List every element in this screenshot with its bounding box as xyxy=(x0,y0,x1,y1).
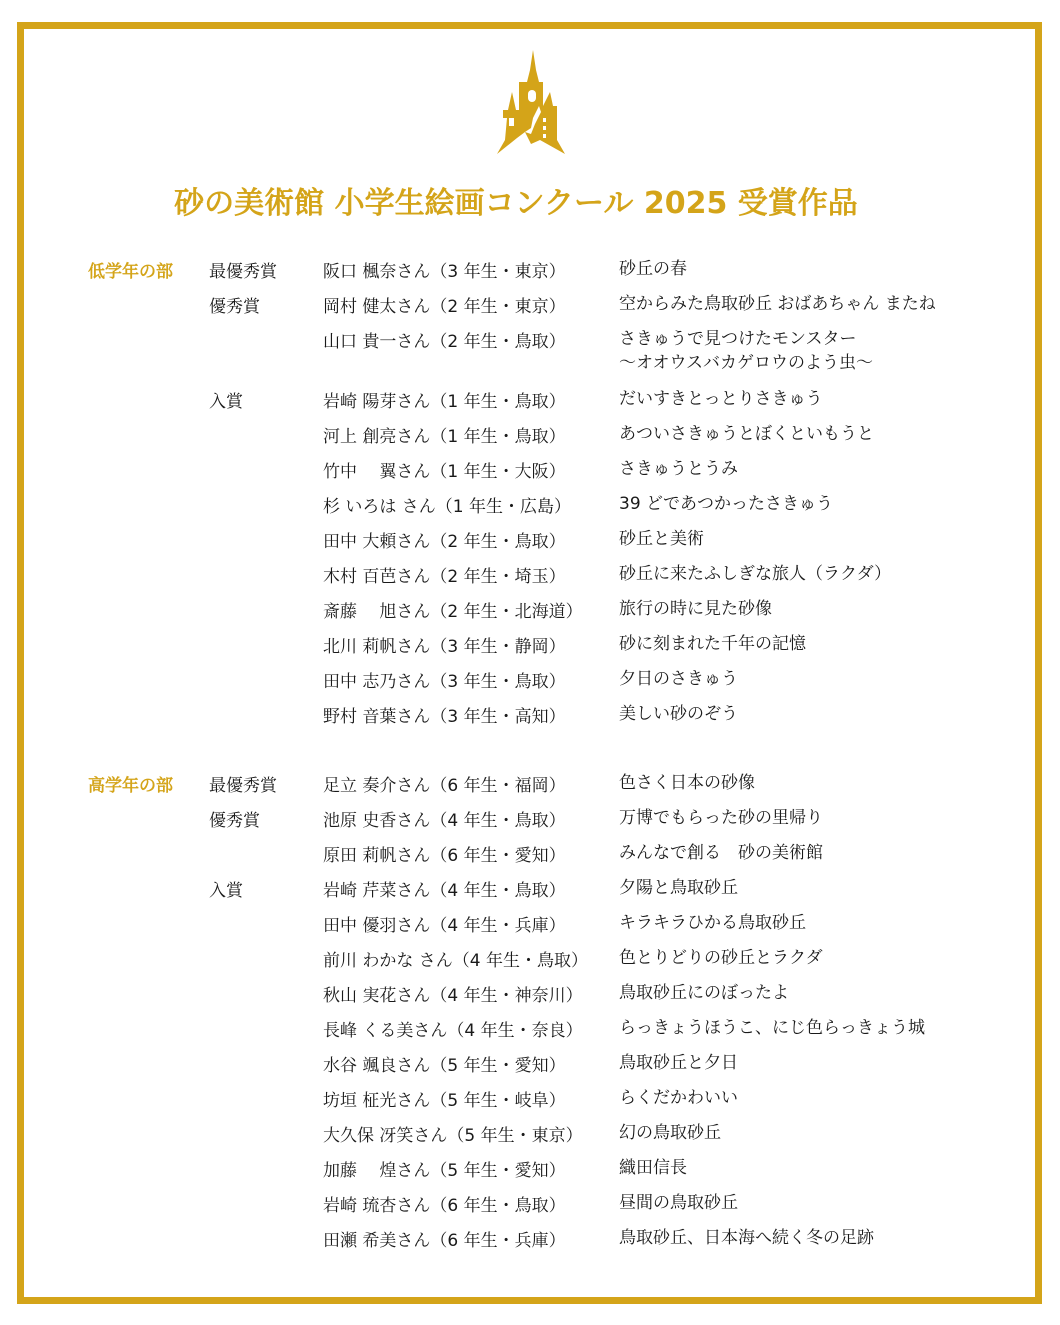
award-label: 優秀賞 xyxy=(209,297,260,317)
work-title: 砂丘に来たふしぎな旅人（ラクダ） xyxy=(619,564,892,584)
section-label: 高学年の部 xyxy=(88,776,173,796)
winner-name: 竹中 翼さん（1 年生・大阪） xyxy=(323,462,566,482)
table-row xyxy=(0,981,1060,1011)
table-row xyxy=(0,1086,1060,1116)
table-row xyxy=(0,702,1060,732)
work-title: 砂に刻まれた千年の記憶 xyxy=(619,634,806,654)
table-row xyxy=(0,1121,1060,1151)
work-title: 万博でもらった砂の里帰り xyxy=(619,808,823,828)
work-title: 旅行の時に見た砂像 xyxy=(619,599,772,619)
winner-name: 野村 音葉さん（3 年生・高知） xyxy=(323,707,566,727)
work-title: さきゅうとうみ xyxy=(619,459,738,479)
table-row xyxy=(0,257,1060,287)
table-row xyxy=(0,632,1060,662)
work-title: らくだかわいい xyxy=(619,1088,738,1108)
table-row xyxy=(0,292,1060,322)
table-row xyxy=(0,771,1060,801)
table-row xyxy=(0,562,1060,592)
winner-name: 岩崎 芹菜さん（4 年生・鳥取） xyxy=(323,881,566,901)
winner-name: 加藤 煌さん（5 年生・愛知） xyxy=(323,1161,566,1181)
table-row xyxy=(0,1191,1060,1221)
work-title: 鳥取砂丘と夕日 xyxy=(619,1053,738,1073)
table-row xyxy=(0,806,1060,836)
award-label: 入賞 xyxy=(209,881,243,901)
work-title: 鳥取砂丘にのぼったよ xyxy=(619,983,789,1003)
table-row xyxy=(0,457,1060,487)
table-row xyxy=(0,667,1060,697)
winner-name: 田瀬 希美さん（6 年生・兵庫） xyxy=(323,1231,566,1251)
work-title: 砂丘と美術 xyxy=(619,529,704,549)
table-row xyxy=(0,1051,1060,1081)
work-title: 夕陽と鳥取砂丘 xyxy=(619,878,738,898)
winner-name: 田中 志乃さん（3 年生・鳥取） xyxy=(323,672,566,692)
work-title: あついさきゅうとぼくといもうと xyxy=(619,424,874,444)
winner-name: 原田 莉帆さん（6 年生・愛知） xyxy=(323,846,566,866)
winner-name: 田中 大頼さん（2 年生・鳥取） xyxy=(323,532,566,552)
winner-name: 足立 奏介さん（6 年生・福岡） xyxy=(323,776,566,796)
section-label: 低学年の部 xyxy=(88,262,173,282)
work-title: さきゅうで見つけたモンスター xyxy=(619,329,857,349)
work-title: 色とりどりの砂丘とラクダ xyxy=(619,948,823,968)
work-title: みんなで創る 砂の美術館 xyxy=(619,843,823,863)
table-row xyxy=(0,911,1060,941)
winner-name: 大久保 冴笑さん（5 年生・東京） xyxy=(323,1126,583,1146)
table-row xyxy=(0,1226,1060,1256)
award-label: 最優秀賞 xyxy=(209,262,277,282)
work-title: 美しい砂のぞう xyxy=(619,704,738,724)
winner-name: 阪口 楓奈さん（3 年生・東京） xyxy=(323,262,566,282)
work-title: 色さく日本の砂像 xyxy=(619,773,755,793)
table-row xyxy=(0,876,1060,906)
table-row xyxy=(0,327,1060,377)
winner-name: 山口 貴一さん（2 年生・鳥取） xyxy=(323,332,566,352)
table-row xyxy=(0,492,1060,522)
work-title: 砂丘の春 xyxy=(619,259,687,279)
table-row xyxy=(0,422,1060,452)
table-row xyxy=(0,946,1060,976)
table-row xyxy=(0,1016,1060,1046)
work-title: 夕日のさきゅう xyxy=(619,669,738,689)
winner-name: 田中 優羽さん（4 年生・兵庫） xyxy=(323,916,566,936)
winner-name: 河上 創亮さん（1 年生・鳥取） xyxy=(323,427,566,447)
winner-name: 水谷 颯良さん（5 年生・愛知） xyxy=(323,1056,566,1076)
sand-castle-icon xyxy=(495,48,565,158)
work-title: 織田信長 xyxy=(619,1158,687,1178)
winner-name: 斎藤 旭さん（2 年生・北海道） xyxy=(323,602,583,622)
table-row xyxy=(0,1156,1060,1186)
winner-name: 坊垣 柾光さん（5 年生・岐阜） xyxy=(323,1091,566,1111)
table-row xyxy=(0,597,1060,627)
work-title-line2: 〜オオウスバカゲロウのよう虫〜 xyxy=(619,353,873,373)
winner-name: 北川 莉帆さん（3 年生・静岡） xyxy=(323,637,566,657)
winner-name: 岡村 健太さん（2 年生・東京） xyxy=(323,297,566,317)
award-label: 最優秀賞 xyxy=(209,776,277,796)
winner-name: 池原 史香さん（4 年生・鳥取） xyxy=(323,811,566,831)
work-title: 幻の鳥取砂丘 xyxy=(619,1123,721,1143)
winner-name: 木村 百芭さん（2 年生・埼玉） xyxy=(323,567,566,587)
award-label: 入賞 xyxy=(209,392,243,412)
page-title: 砂の美術館 小学生絵画コンクール 2025 受賞作品 xyxy=(174,186,858,221)
winner-name: 岩崎 琉杏さん（6 年生・鳥取） xyxy=(323,1196,566,1216)
winner-name: 秋山 実花さん（4 年生・神奈川） xyxy=(323,986,583,1006)
table-row xyxy=(0,841,1060,871)
work-title: らっきょうほうこ、にじ色らっきょう城 xyxy=(619,1018,925,1038)
winner-name: 杉 いろは さん（1 年生・広島） xyxy=(323,497,572,517)
work-title: 昼間の鳥取砂丘 xyxy=(619,1193,738,1213)
work-title: 鳥取砂丘、日本海へ続く冬の足跡 xyxy=(619,1228,874,1248)
work-title: キラキラひかる鳥取砂丘 xyxy=(619,913,806,933)
table-row xyxy=(0,387,1060,417)
table-row xyxy=(0,527,1060,557)
work-title: 39 どであつかったさきゅう xyxy=(619,494,834,514)
work-title: だいすきとっとりさきゅう xyxy=(619,389,823,409)
award-label: 優秀賞 xyxy=(209,811,260,831)
winner-name: 前川 わかな さん（4 年生・鳥取） xyxy=(323,951,589,971)
work-title: 空からみた鳥取砂丘 おばあちゃん またね xyxy=(619,294,936,314)
winner-name: 長峰 くる美さん（4 年生・奈良） xyxy=(323,1021,583,1041)
winner-name: 岩崎 陽芽さん（1 年生・鳥取） xyxy=(323,392,566,412)
